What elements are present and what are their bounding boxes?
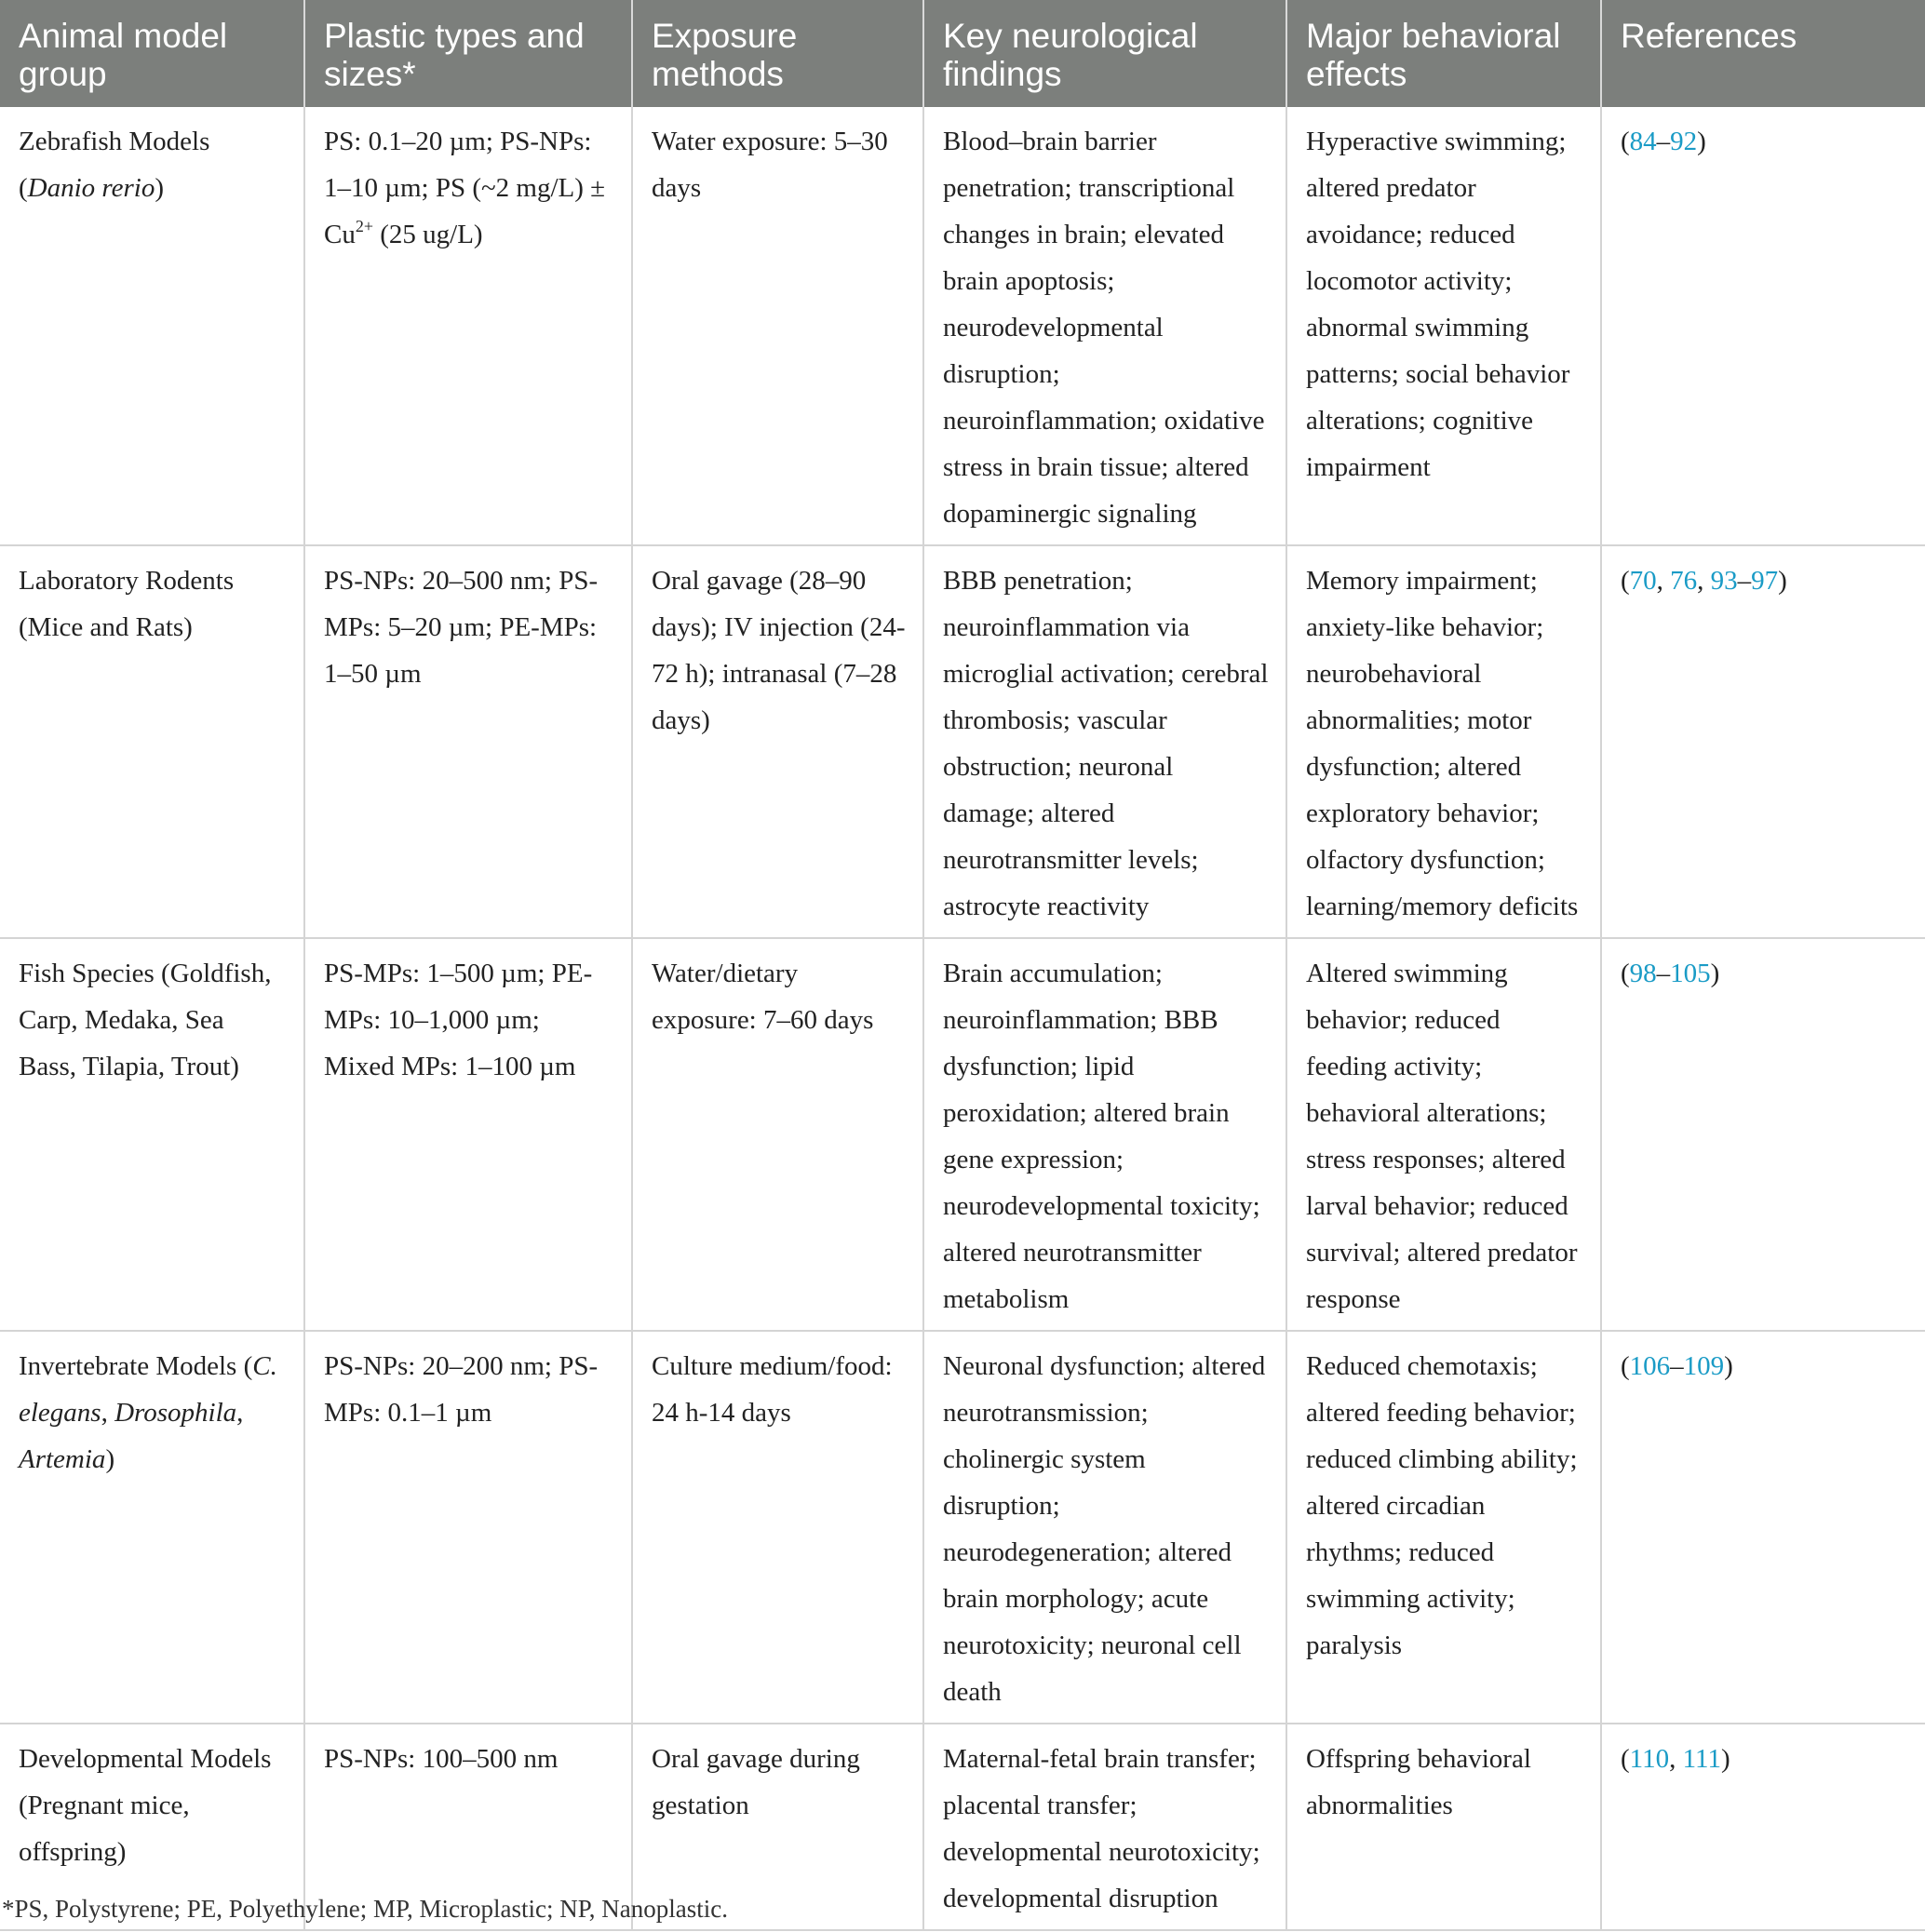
cell-plastic-types: PS-NPs: 20–500 nm; PS-MPs: 5–20 µm; PE-MPs: 1–50 µm bbox=[304, 545, 632, 938]
cell-plastic-types: PS: 0.1–20 µm; PS-NPs: 1–10 µm; PS (~2 $mg/L) \pm Cu^{2+}$ (25 ug/L) bbox=[304, 107, 632, 545]
cell-exposure-methods: Oral gavage during gestation bbox=[632, 1724, 923, 1930]
table-header bbox=[0, 0, 1925, 107]
cell-animal-group: Developmental Models (Pregnant mice, offspring) bbox=[0, 1724, 304, 1930]
reference-link[interactable]: 98 bbox=[1629, 959, 1657, 988]
species-name: Drosophila bbox=[114, 1398, 237, 1428]
reference-link[interactable]: 70 bbox=[1629, 566, 1657, 596]
reference-link[interactable]: 109 bbox=[1683, 1351, 1725, 1381]
species-name: Danio rerio bbox=[27, 173, 155, 203]
reference-link[interactable]: 97 bbox=[1751, 566, 1779, 596]
cell-plastic-types: PS-MPs: 1–500 µm; PE-MPs: 10–1,000 µm; Mixed MPs: 1–100 µm bbox=[304, 938, 632, 1331]
header-key-neurological-findings: Key neurological findings bbox=[923, 0, 1286, 107]
reference-link[interactable]: 76 bbox=[1670, 566, 1698, 596]
cell-behavioral-effects: Reduced chemotaxis; altered feeding behavior; reduced climbing ability; altered circadian rhythms; reduced swimming activity; paralysis bbox=[1286, 1331, 1601, 1724]
cell-references: (84–92) bbox=[1601, 107, 1925, 545]
cell-references: (106–109) bbox=[1601, 1331, 1925, 1724]
cell-exposure-methods: Water/dietary exposure: 7–60 days bbox=[632, 938, 923, 1331]
header-animal-model-group: Animal model group bbox=[0, 0, 304, 107]
cell-animal-group: Invertebrate Models (C. elegans, Drosophila, Artemia) bbox=[0, 1331, 304, 1724]
header-exposure-methods: Exposure methods bbox=[632, 0, 923, 107]
cell-behavioral-effects: Hyperactive swimming; altered predator avoidance; reduced locomotor activity; abnormal swimming patterns; social behavior alterations; cognitive impairment bbox=[1286, 107, 1601, 545]
reference-link[interactable]: 93 bbox=[1710, 566, 1738, 596]
table-row bbox=[0, 938, 1925, 1331]
reference-link[interactable]: 92 bbox=[1670, 127, 1698, 156]
cell-references: (98–105) bbox=[1601, 938, 1925, 1331]
cell-animal-group: Laboratory Rodents (Mice and Rats) bbox=[0, 545, 304, 938]
cell-references: (70, 76, 93–97) bbox=[1601, 545, 1925, 938]
species-name: C. elegans bbox=[19, 1351, 277, 1428]
header-row bbox=[0, 0, 1925, 107]
cell-plastic-types: PS-NPs: 20–200 nm; PS-MPs: 0.1–1 µm bbox=[304, 1331, 632, 1724]
reference-link[interactable]: 111 bbox=[1682, 1744, 1721, 1774]
cell-behavioral-effects: Memory impairment; anxiety-like behavior; neurobehavioral abnormalities; motor dysfunction; altered exploratory behavior; olfactory dysfunction; learning/memory deficits bbox=[1286, 545, 1601, 938]
cell-neurological-findings: BBB penetration; neuroinflammation via microglial activation; cerebral thrombosis; vascular obstruction; neuronal damage; altered neurotransmitter levels; astrocyte reactivity bbox=[923, 545, 1286, 938]
cell-references: (110, 111) bbox=[1601, 1724, 1925, 1930]
cell-behavioral-effects: Altered swimming behavior; reduced feeding activity; behavioral alterations; stress responses; altered larval behavior; reduced survival; altered predator response bbox=[1286, 938, 1601, 1331]
table-row bbox=[0, 107, 1925, 545]
header-major-behavioral-effects: Major behavioral effects bbox=[1286, 0, 1601, 107]
cell-animal-group: Zebrafish Models (Danio rerio) bbox=[0, 107, 304, 545]
cell-neurological-findings: Blood–brain barrier penetration; transcriptional changes in brain; elevated brain apoptosis; neurodevelopmental disruption; neuroinflammation; oxidative stress in brain tissue; altered dopaminergic signaling bbox=[923, 107, 1286, 545]
cell-exposure-methods: Oral gavage (28–90 days); IV injection (24-72 h); intranasal (7–28 days) bbox=[632, 545, 923, 938]
header-plastic-types: Plastic types and sizes* bbox=[304, 0, 632, 107]
cell-exposure-methods: Water exposure: 5–30 days bbox=[632, 107, 923, 545]
cell-behavioral-effects: Offspring behavioral abnormalities bbox=[1286, 1724, 1601, 1930]
reference-link[interactable]: 84 bbox=[1629, 127, 1657, 156]
cell-exposure-methods: Culture medium/food: 24 h-14 days bbox=[632, 1331, 923, 1724]
cell-plastic-types: PS-NPs: 100–500 nm bbox=[304, 1724, 632, 1930]
cell-neurological-findings: Maternal-fetal brain transfer; placental transfer; developmental neurotoxicity; developmental disruption bbox=[923, 1724, 1286, 1930]
cell-animal-group: Fish Species (Goldfish, Carp, Medaka, Sea Bass, Tilapia, Trout) bbox=[0, 938, 304, 1331]
reference-link[interactable]: 105 bbox=[1670, 959, 1711, 988]
species-name: Artemia bbox=[19, 1444, 106, 1474]
table-body bbox=[0, 107, 1925, 1930]
table-row bbox=[0, 1331, 1925, 1724]
cell-neurological-findings: Brain accumulation; neuroinflammation; BBB dysfunction; lipid peroxidation; altered brain gene expression; neurodevelopmental toxicity; altered neurotransmitter metabolism bbox=[923, 938, 1286, 1331]
reference-link[interactable]: 106 bbox=[1629, 1351, 1671, 1381]
superscript-charge: 2+ bbox=[355, 217, 373, 235]
reference-link[interactable]: 110 bbox=[1629, 1744, 1670, 1774]
table-footnote: *PS, Polystyrene; PE, Polyethylene; MP, Microplastic; NP, Nanoplastic. bbox=[2, 1895, 728, 1923]
cell-neurological-findings: Neuronal dysfunction; altered neurotransmission; cholinergic system disruption; neurodegeneration; altered brain morphology; acute neurotoxicity; neuronal cell death bbox=[923, 1331, 1286, 1724]
table-row bbox=[0, 545, 1925, 938]
header-references: References bbox=[1601, 0, 1925, 107]
